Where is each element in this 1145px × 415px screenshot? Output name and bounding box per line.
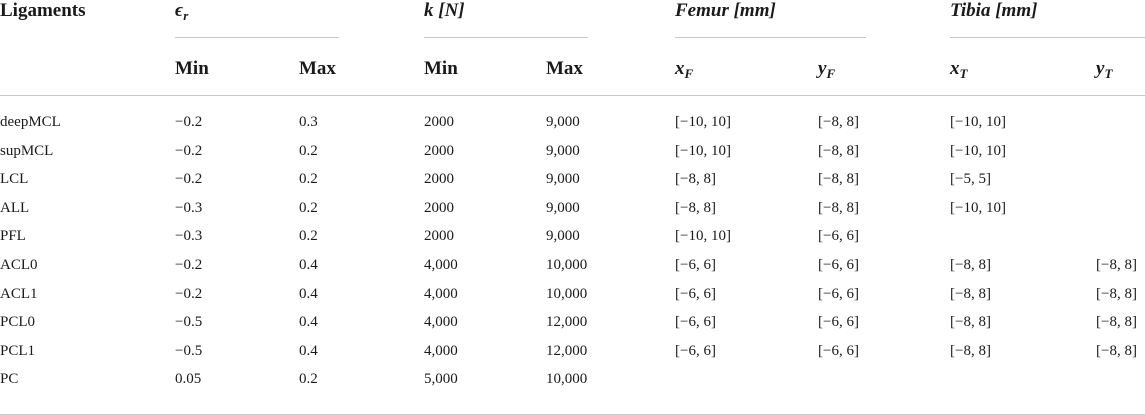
cell-strain-max: 0.2 <box>299 142 318 159</box>
header-tibia-y <box>1096 58 1112 80</box>
cell-strain-min: −0.5 <box>175 342 203 359</box>
cell-femur-x: [−10, 10] <box>675 228 731 245</box>
cell-stiffness-min: 5,000 <box>424 371 458 388</box>
tibia-y-subscript: T <box>1104 66 1113 81</box>
femur-y-subscript: F <box>826 66 836 81</box>
cell-femur-x: [−6, 6] <box>675 285 716 302</box>
strain-subscript: r <box>183 8 189 23</box>
cell-femur-y: [−6, 6] <box>818 342 859 359</box>
cell-strain-max: 0.4 <box>299 314 318 331</box>
cell-stiffness-min: 4,000 <box>424 257 458 273</box>
cell-strain-min: −0.2 <box>175 285 203 302</box>
tibia-y-symbol: y <box>1096 58 1105 79</box>
header-tibia: Tibia [mm] <box>950 0 1038 21</box>
cell-femur-x: [−6, 6] <box>675 314 716 331</box>
cell-strain-min: −0.3 <box>175 199 203 216</box>
cell-femur-y: [−8, 8] <box>818 114 859 130</box>
cell-ligament: ALL <box>0 199 30 216</box>
tibia-x-subscript: T <box>959 66 968 81</box>
cell-stiffness-max: 12,000 <box>546 314 588 331</box>
cell-tibia-x: [−10, 10] <box>950 142 1006 159</box>
cell-tibia-x: [−8, 8] <box>950 314 991 331</box>
cell-stiffness-max: 9,000 <box>546 228 580 245</box>
header-ligaments: Ligaments <box>0 0 86 21</box>
header-femur-x <box>675 58 693 80</box>
cell-femur-x: [−8, 8] <box>675 171 716 188</box>
header-stiffness-min: Min <box>424 58 458 79</box>
cell-femur-x: [−10, 10] <box>675 142 731 159</box>
cell-stiffness-min: 2000 <box>424 199 454 216</box>
cell-stiffness-max: 10,000 <box>546 257 588 273</box>
cell-strain-max: 0.2 <box>299 171 318 188</box>
cell-tibia-y: [−8, 8] <box>1096 342 1137 359</box>
cell-ligament: PCL1 <box>0 342 36 359</box>
header-femur-y <box>818 58 835 80</box>
cell-femur-y: [−6, 6] <box>818 314 859 331</box>
cell-strain-max: 0.3 <box>299 114 318 130</box>
cell-stiffness-max: 12,000 <box>546 342 588 359</box>
header-strain <box>175 0 188 22</box>
header-rule <box>0 95 1145 96</box>
cell-tibia-x: [−5, 5] <box>950 171 991 188</box>
cell-strain-max: 0.2 <box>299 228 318 245</box>
strain-symbol: ϵ <box>175 0 184 21</box>
tibia-group-rule <box>950 37 1145 38</box>
cell-femur-y: [−6, 6] <box>818 228 859 245</box>
cell-ligament: LCL <box>0 171 29 188</box>
cell-stiffness-max: 9,000 <box>546 114 580 130</box>
cell-stiffness-min: 2000 <box>424 171 454 188</box>
cell-ligament: deepMCL <box>0 114 61 130</box>
cell-strain-max: 0.2 <box>299 199 318 216</box>
cell-tibia-x: [−8, 8] <box>950 342 991 359</box>
header-strain-min: Min <box>175 58 209 79</box>
cell-ligament: PC <box>0 371 19 388</box>
cell-ligament: supMCL <box>0 142 54 159</box>
cell-stiffness-max: 10,000 <box>546 285 588 302</box>
cell-ligament: ACL0 <box>0 257 38 273</box>
femur-y-symbol: y <box>818 58 827 79</box>
cell-strain-min: −0.5 <box>175 314 203 331</box>
cell-stiffness-min: 4,000 <box>424 314 458 331</box>
cell-stiffness-max: 9,000 <box>546 142 580 159</box>
cell-femur-x: [−10, 10] <box>675 114 731 130</box>
cell-strain-min: −0.3 <box>175 228 203 245</box>
cell-stiffness-max: 9,000 <box>546 171 580 188</box>
cell-stiffness-max: 9,000 <box>546 199 580 216</box>
cell-ligament: PCL0 <box>0 314 36 331</box>
header-stiffness: k [N] <box>424 0 465 21</box>
cell-strain-min: −0.2 <box>175 114 203 130</box>
cell-ligament: PFL <box>0 228 26 245</box>
cell-femur-x: [−6, 6] <box>675 342 716 359</box>
cell-tibia-x: [−8, 8] <box>950 285 991 302</box>
cell-stiffness-min: 4,000 <box>424 285 458 302</box>
cell-tibia-y: [−8, 8] <box>1096 314 1137 331</box>
header-stiffness-max: Max <box>546 58 583 79</box>
cell-tibia-x: [−10, 10] <box>950 199 1006 216</box>
femur-group-rule <box>675 37 866 38</box>
femur-x-symbol: x <box>675 58 685 79</box>
cell-stiffness-min: 4,000 <box>424 342 458 359</box>
cell-ligament: ACL1 <box>0 285 38 302</box>
header-tibia-x <box>950 58 967 80</box>
strain-group-rule <box>175 37 339 38</box>
cell-tibia-x: [−10, 10] <box>950 114 1006 130</box>
header-strain-max: Max <box>299 58 336 79</box>
cell-strain-max: 0.4 <box>299 342 318 359</box>
cell-stiffness-min: 2000 <box>424 228 454 245</box>
cell-femur-y: [−8, 8] <box>818 171 859 188</box>
cell-femur-y: [−6, 6] <box>818 257 859 273</box>
cell-tibia-y: [−8, 8] <box>1096 285 1137 302</box>
cell-stiffness-min: 2000 <box>424 114 454 130</box>
cell-femur-y: [−8, 8] <box>818 199 859 216</box>
header-femur: Femur [mm] <box>675 0 776 21</box>
cell-tibia-x: [−8, 8] <box>950 257 991 273</box>
tibia-x-symbol: x <box>950 58 960 79</box>
cell-femur-y: [−6, 6] <box>818 285 859 302</box>
cell-strain-max: 0.4 <box>299 285 318 302</box>
cell-strain-min: 0.05 <box>175 371 202 388</box>
cell-stiffness-max: 10,000 <box>546 371 588 388</box>
cell-strain-max: 0.4 <box>299 257 318 273</box>
femur-x-subscript: F <box>684 66 694 81</box>
cell-tibia-y: [−8, 8] <box>1096 257 1137 273</box>
cell-strain-min: −0.2 <box>175 171 203 188</box>
cell-femur-x: [−8, 8] <box>675 199 716 216</box>
cell-strain-max: 0.2 <box>299 371 318 388</box>
cell-stiffness-min: 2000 <box>424 142 454 159</box>
cell-strain-min: −0.2 <box>175 257 203 273</box>
cell-femur-x: [−6, 6] <box>675 257 716 273</box>
cell-femur-y: [−8, 8] <box>818 142 859 159</box>
stiffness-group-rule <box>424 37 588 38</box>
cell-strain-min: −0.2 <box>175 142 203 159</box>
